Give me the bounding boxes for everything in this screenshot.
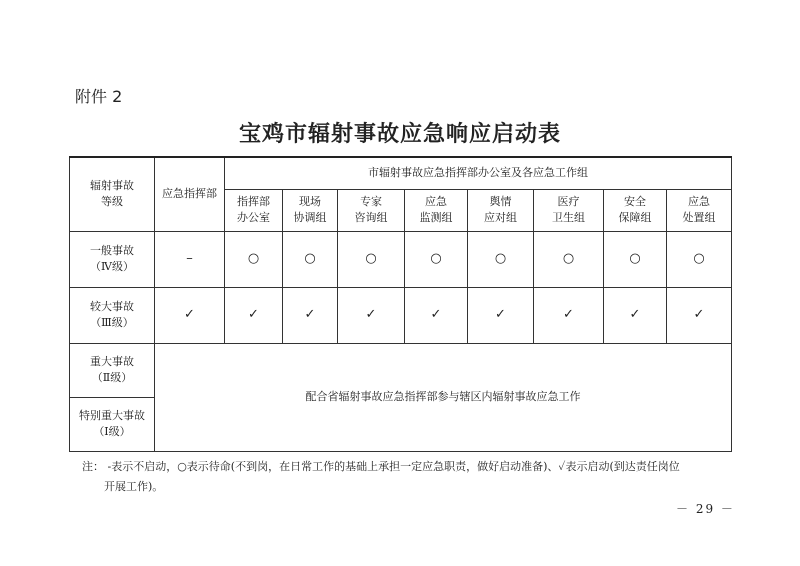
column-header: 安全 保障组 (604, 189, 667, 231)
status-cell: ✓ (667, 287, 732, 343)
status-cell: ○ (667, 231, 732, 287)
status-cell: ✓ (604, 287, 667, 343)
level-cell: 特别重大事故 （Ⅰ级） (70, 397, 155, 451)
column-header: 医疗 卫生组 (534, 189, 604, 231)
column-header: 指挥部 办公室 (225, 189, 283, 231)
page-title: 宝鸡市辐射事故应急响应启动表 (238, 121, 561, 147)
table-row (70, 287, 732, 343)
status-cell: ○ (405, 231, 468, 287)
footnote (82, 457, 742, 497)
level-header-line: 等级 (101, 195, 123, 209)
status-cell: ✓ (468, 287, 534, 343)
status-cell: ✓ (283, 287, 338, 343)
column-header: 舆情 应对组 (468, 189, 534, 231)
command-cell: ✓ (155, 287, 225, 343)
status-cell: ○ (283, 231, 338, 287)
table-row (70, 231, 732, 287)
status-cell: ✓ (405, 287, 468, 343)
status-cell: ✓ (534, 287, 604, 343)
status-cell: ○ (604, 231, 667, 287)
table-row (70, 343, 732, 397)
status-cell: ✓ (338, 287, 405, 343)
level-cell: 一般事故 （Ⅳ级） (70, 231, 155, 287)
level-column-header (70, 157, 155, 231)
status-cell: ○ (338, 231, 405, 287)
command-cell: – (155, 231, 225, 287)
status-cell: ○ (534, 231, 604, 287)
command-column-header: 应急指挥部 (155, 157, 225, 231)
page-number: － 29 － (676, 502, 735, 516)
merged-cooperation-cell: 配合省辐射事故应急指挥部参与辖区内辐射事故应急工作 (155, 343, 732, 451)
column-header: 现场 协调组 (283, 189, 338, 231)
level-cell: 较大事故 （Ⅲ级） (70, 287, 155, 343)
level-header-line: 辐射事故 (90, 179, 134, 193)
level-cell: 重大事故 （Ⅱ级） (70, 343, 155, 397)
status-cell: ○ (225, 231, 283, 287)
response-table (69, 156, 732, 452)
footnote-line: 开展工作)。 (104, 480, 164, 493)
column-header: 应急 监测组 (405, 189, 468, 231)
status-cell: ○ (468, 231, 534, 287)
attachment-label: 附件 2 (75, 87, 123, 106)
group-header: 市辐射事故应急指挥部办公室及各应急工作组 (225, 157, 732, 189)
column-header: 应急 处置组 (667, 189, 732, 231)
footnote-line: 注： -表示不启动，○表示待命(不到岗，在日常工作的基础上承担一定应急职责，做好启动准备)、✓表示启动(到达责任岗位 (82, 460, 680, 473)
status-cell: ✓ (225, 287, 283, 343)
column-header: 专家 咨询组 (338, 189, 405, 231)
